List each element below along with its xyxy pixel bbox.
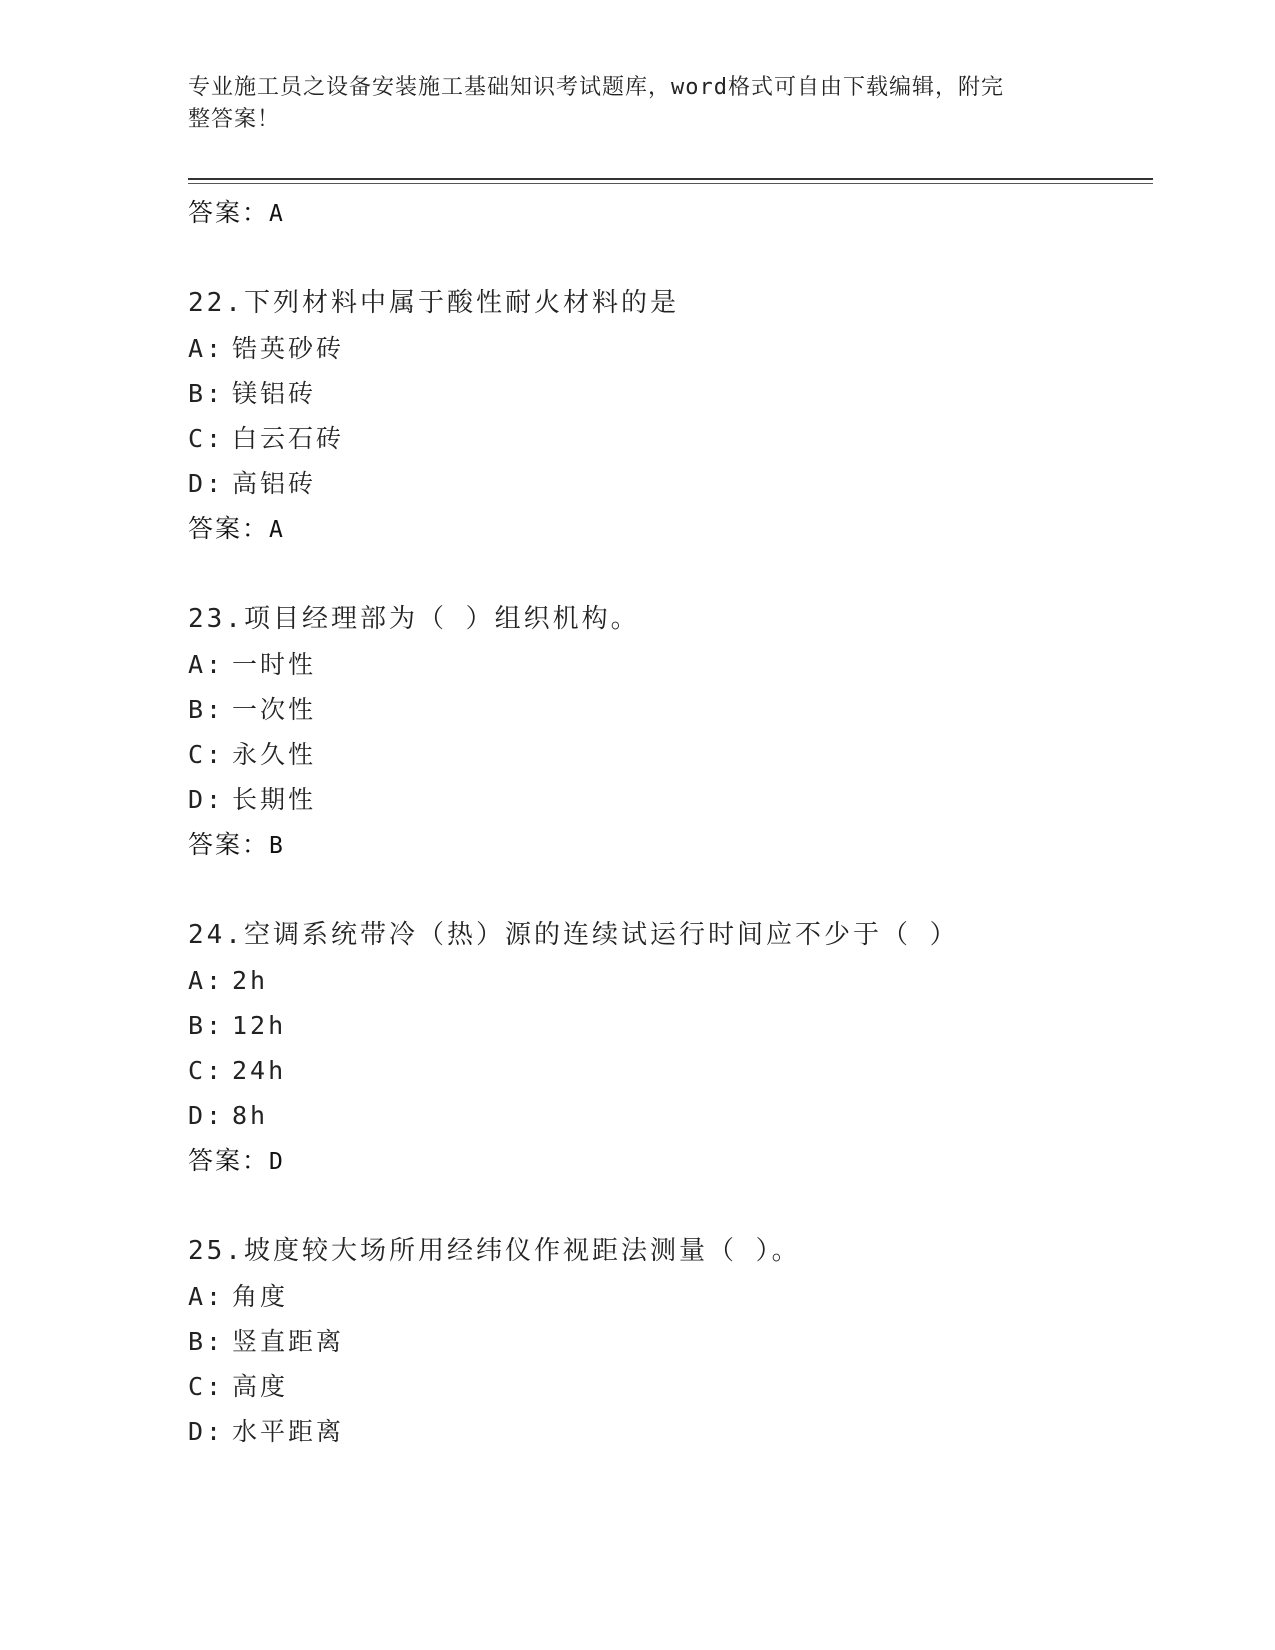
answer-label: 答案：	[188, 514, 270, 543]
option-text: 角度	[232, 1282, 289, 1311]
option-key: D:	[188, 1417, 225, 1446]
option-a	[188, 642, 1153, 687]
option-text: 2h	[232, 966, 269, 995]
question-stem: 24.空调系统带冷（热）源的连续试运行时间应不少于（ ）	[188, 920, 959, 950]
option-key: B:	[188, 1011, 225, 1040]
option-text: 白云石砖	[232, 424, 345, 453]
option-key: C:	[188, 740, 225, 769]
option-key: C:	[188, 1372, 225, 1401]
option-d	[188, 777, 1153, 822]
previous-answer	[188, 190, 1153, 236]
question-23	[188, 596, 1153, 868]
option-c	[188, 1364, 1153, 1409]
answer-label: 答案：	[188, 198, 270, 227]
option-key: D:	[188, 1101, 225, 1130]
option-a	[188, 326, 1153, 371]
option-text: 永久性	[232, 740, 317, 769]
question-stem: 22.下列材料中属于酸性耐火材料的是	[188, 288, 679, 318]
option-c	[188, 1048, 1153, 1093]
question-22	[188, 280, 1153, 552]
answer-value: B	[269, 833, 285, 859]
question-24	[188, 912, 1153, 1184]
header-divider	[188, 178, 1153, 180]
header-line-2: 整答案！	[188, 107, 281, 132]
option-b	[188, 371, 1153, 416]
option-d	[188, 1093, 1153, 1138]
option-b	[188, 1003, 1153, 1048]
option-c	[188, 732, 1153, 777]
option-text: 高铝砖	[232, 469, 317, 498]
option-text: 一时性	[232, 650, 317, 679]
option-text: 镁铝砖	[232, 379, 317, 408]
option-key: A:	[188, 966, 225, 995]
question-25	[188, 1228, 1153, 1454]
option-text: 锆英砂砖	[232, 334, 345, 363]
option-key: B:	[188, 1327, 225, 1356]
option-key: B:	[188, 695, 225, 724]
option-text: 8h	[232, 1101, 269, 1130]
option-c	[188, 416, 1153, 461]
question-answer	[188, 1138, 1153, 1184]
option-b	[188, 687, 1153, 732]
question-answer	[188, 506, 1153, 552]
answer-value: D	[269, 1149, 285, 1175]
option-key: A:	[188, 1282, 225, 1311]
option-key: A:	[188, 650, 225, 679]
answer-value: A	[269, 517, 285, 543]
option-text: 24h	[232, 1056, 287, 1085]
option-text: 长期性	[232, 785, 317, 814]
question-stem: 25.坡度较大场所用经纬仪作视距法测量（ ）。	[188, 1236, 801, 1266]
option-key: C:	[188, 424, 225, 453]
option-text: 一次性	[232, 695, 317, 724]
option-text: 水平距离	[232, 1417, 345, 1446]
option-key: C:	[188, 1056, 225, 1085]
option-text: 高度	[232, 1372, 289, 1401]
question-stem: 23.项目经理部为（ ）组织机构。	[188, 604, 640, 634]
option-key: D:	[188, 469, 225, 498]
option-text: 竖直距离	[232, 1327, 345, 1356]
document-body	[188, 190, 1153, 1454]
option-a	[188, 1274, 1153, 1319]
option-key: A:	[188, 334, 225, 363]
answer-label: 答案：	[188, 830, 270, 859]
option-a	[188, 958, 1153, 1003]
header-line-1: 专业施工员之设备安装施工基础知识考试题库，word格式可自由下载编辑，附完	[188, 75, 1004, 100]
option-d	[188, 461, 1153, 506]
answer-value: A	[269, 201, 285, 227]
option-key: B:	[188, 379, 225, 408]
option-b	[188, 1319, 1153, 1364]
option-key: D:	[188, 785, 225, 814]
question-answer	[188, 822, 1153, 868]
page-header	[188, 72, 1068, 136]
answer-label: 答案：	[188, 1146, 270, 1175]
option-text: 12h	[232, 1011, 287, 1040]
option-d	[188, 1409, 1153, 1454]
header-divider-thin	[188, 183, 1153, 184]
